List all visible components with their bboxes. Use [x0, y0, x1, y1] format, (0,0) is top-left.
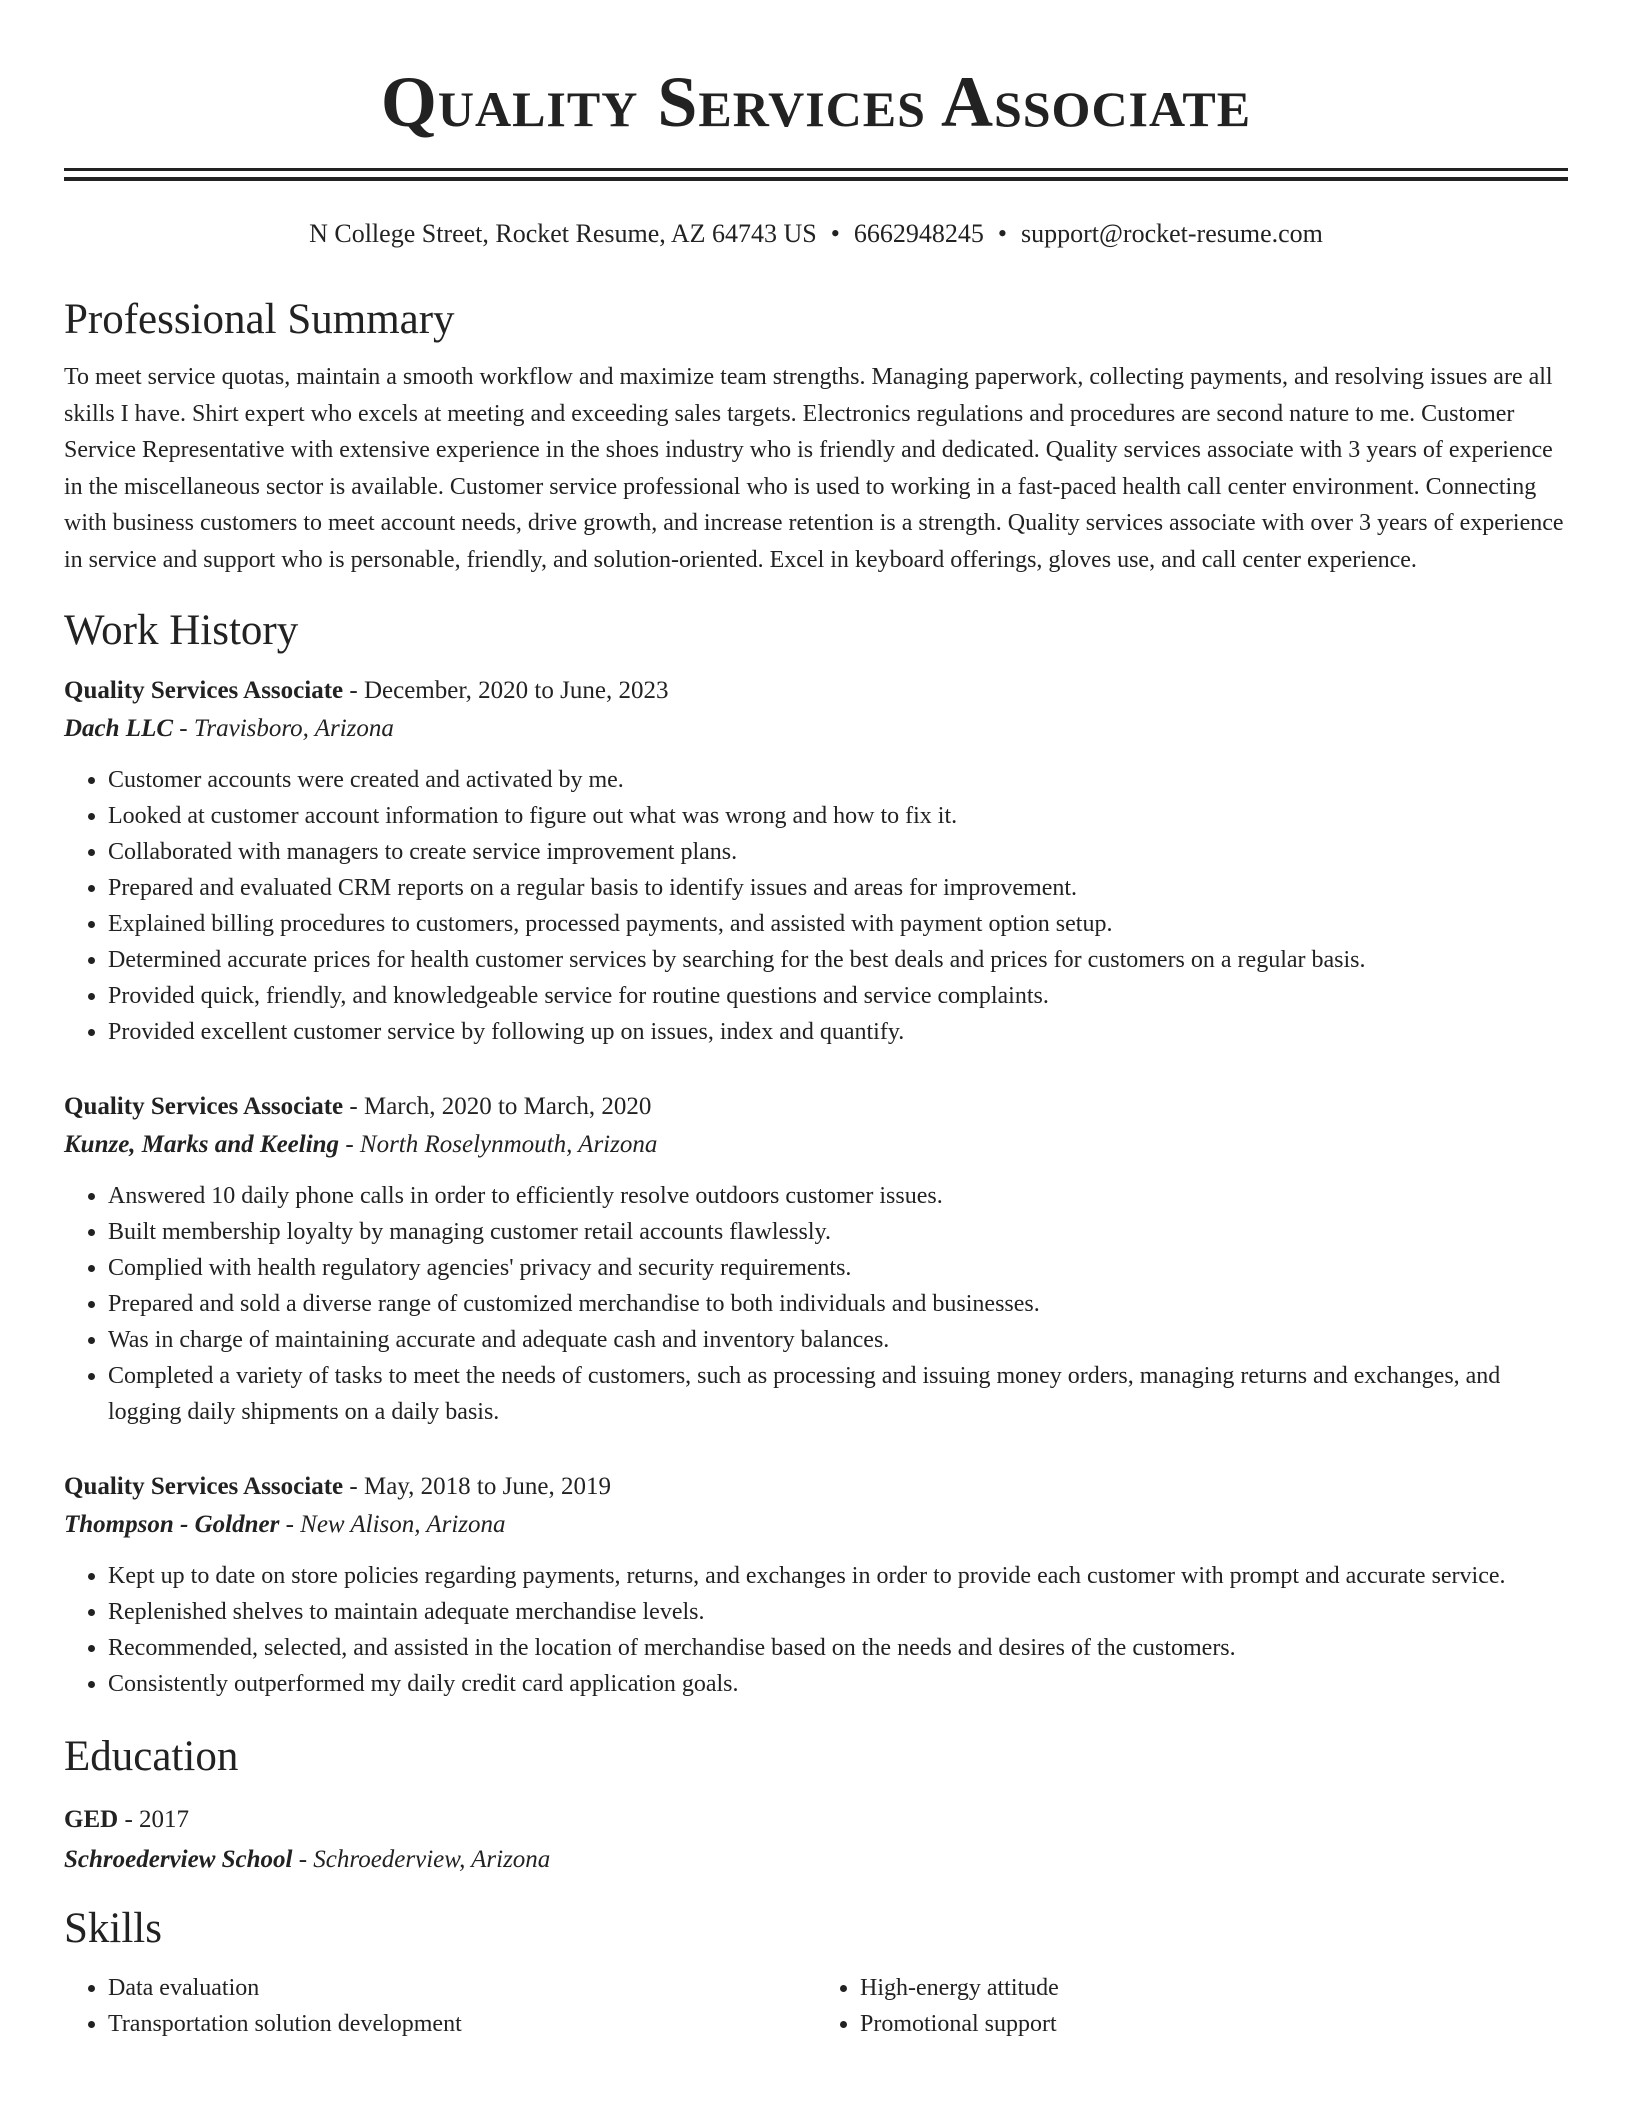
work-history-heading: Work History	[64, 607, 299, 654]
list-item: • Provided excellent customer service by following up on issues, index and quantify.	[108, 1014, 1568, 1050]
job-entry	[64, 1088, 1568, 1430]
list-item: • Provided quick, friendly, and knowledgeable service for routine questions and service complaints.	[108, 978, 1568, 1014]
employer-location: - New Alison, Arizona	[279, 1511, 506, 1538]
list-item: • Prepared and sold a diverse range of customized merchandise to both individuals and businesses.	[108, 1286, 1568, 1322]
job-title: Quality Services Associate	[64, 1473, 344, 1500]
list-item: • Complied with health regulatory agencies' privacy and security requirements.	[108, 1250, 1568, 1286]
contact-phone: 6662948245	[853, 219, 984, 248]
contact-separator: •	[997, 219, 1007, 248]
list-item: • Determined accurate prices for health customer services by searching for the best deals and prices for customers on a regular basis.	[108, 942, 1568, 978]
job-entry	[64, 672, 1568, 1050]
degree-year: - 2017	[118, 1806, 190, 1833]
school-location: - Schroederview, Arizona	[292, 1846, 551, 1873]
employer-location: - North Roselynmouth, Arizona	[339, 1131, 658, 1158]
job-entry	[64, 1468, 1568, 1702]
resume-title: Quality Services Associate	[380, 62, 1252, 142]
job-title-line	[64, 1088, 1568, 1126]
summary-text: To meet service quotas, maintain a smooth workflow and maximize team strengths. Managing paperwork, collecting payments, and resolving issues are all skills I have. Shirt expert who excels at meeting and exceeding sales targets. Electronics regulations and procedures are second nature to me. Customer Service Representative with extensive experience in the shoes industry who is friendly and dedicated. Quality services associate with 3 years of experience in the miscellaneous sector is available. Customer service professional who is used to working in a fast-paced health call center environment. Connecting with business customers to meet account needs, drive growth, and increase retention is a strength. Quality services associate with over 3 years of experience in service and support who is personable, friendly, and solution-oriented. Excel in keyboard offerings, gloves use, and call center experience.	[64, 364, 1564, 573]
list-item: • Recommended, selected, and assisted in the location of merchandise based on the needs and desires of the customers.	[108, 1630, 1568, 1666]
employer-line	[64, 1506, 1568, 1544]
list-item: • Answered 10 daily phone calls in order to efficiently resolve outdoors customer issues.	[108, 1178, 1568, 1214]
job-title-line	[64, 1468, 1568, 1506]
contact-separator: •	[830, 219, 840, 248]
skills-column-right	[816, 1970, 1568, 2042]
school-line	[64, 1840, 1568, 1880]
employer-line	[64, 1126, 1568, 1164]
job-dates: - May, 2018 to June, 2019	[343, 1473, 611, 1500]
list-item: • Transportation solution development	[108, 2006, 816, 2042]
job-bullets	[64, 1178, 1568, 1430]
title-rule-bottom	[64, 177, 1568, 181]
employer-location: - Travisboro, Arizona	[173, 715, 394, 742]
job-dates: - March, 2020 to March, 2020	[343, 1093, 652, 1120]
skills-grid	[64, 1970, 1568, 2042]
skills-heading: Skills	[64, 1905, 162, 1952]
list-item: • Was in charge of maintaining accurate and adequate cash and inventory balances.	[108, 1322, 1568, 1358]
employer-line	[64, 710, 1568, 748]
job-dates: - December, 2020 to June, 2023	[343, 677, 669, 704]
contact-line	[64, 217, 1568, 251]
list-item: • Replenished shelves to maintain adequate merchandise levels.	[108, 1594, 1568, 1630]
education-heading: Education	[64, 1733, 239, 1780]
list-item: • Consistently outperformed my daily credit card application goals.	[108, 1666, 1568, 1702]
list-item: • Promotional support	[860, 2006, 1568, 2042]
job-bullets	[64, 762, 1568, 1050]
degree-line	[64, 1800, 1568, 1840]
education-entry	[64, 1800, 1568, 1880]
list-item: • Customer accounts were created and activated by me.	[108, 762, 1568, 798]
employer-name: Kunze, Marks and Keeling	[64, 1131, 340, 1158]
list-item: • Data evaluation	[108, 1970, 816, 2006]
employer-name: Dach LLC	[64, 715, 174, 742]
list-item: • Built membership loyalty by managing customer retail accounts flawlessly.	[108, 1214, 1568, 1250]
list-item: • Looked at customer account information to figure out what was wrong and how to fix it.	[108, 798, 1568, 834]
list-item: • Explained billing procedures to customers, processed payments, and assisted with payment option setup.	[108, 906, 1568, 942]
contact-address: N College Street, Rocket Resume, AZ 64743 US	[309, 219, 817, 248]
skills-column-left	[64, 1970, 816, 2042]
degree-name: GED	[64, 1806, 119, 1833]
job-bullets	[64, 1558, 1568, 1702]
job-title: Quality Services Associate	[64, 1093, 344, 1120]
school-name: Schroederview School	[64, 1846, 293, 1873]
contact-email: support@rocket-resume.com	[1020, 219, 1323, 248]
list-item: • Completed a variety of tasks to meet the needs of customers, such as processing and issuing money orders, managing returns and exchanges, and logging daily shipments on a daily basis.	[108, 1358, 1568, 1430]
list-item: • Kept up to date on store policies regarding payments, returns, and exchanges in order to provide each customer with prompt and accurate service.	[108, 1558, 1568, 1594]
list-item: • High-energy attitude	[860, 1970, 1568, 2006]
job-title-line	[64, 672, 1568, 710]
title-rule-top	[64, 168, 1568, 171]
list-item: • Collaborated with managers to create service improvement plans.	[108, 834, 1568, 870]
list-item: • Prepared and evaluated CRM reports on a regular basis to identify issues and areas for improvement.	[108, 870, 1568, 906]
job-title: Quality Services Associate	[64, 677, 344, 704]
summary-heading: Professional Summary	[64, 296, 455, 343]
employer-name: Thompson - Goldner	[64, 1511, 280, 1538]
